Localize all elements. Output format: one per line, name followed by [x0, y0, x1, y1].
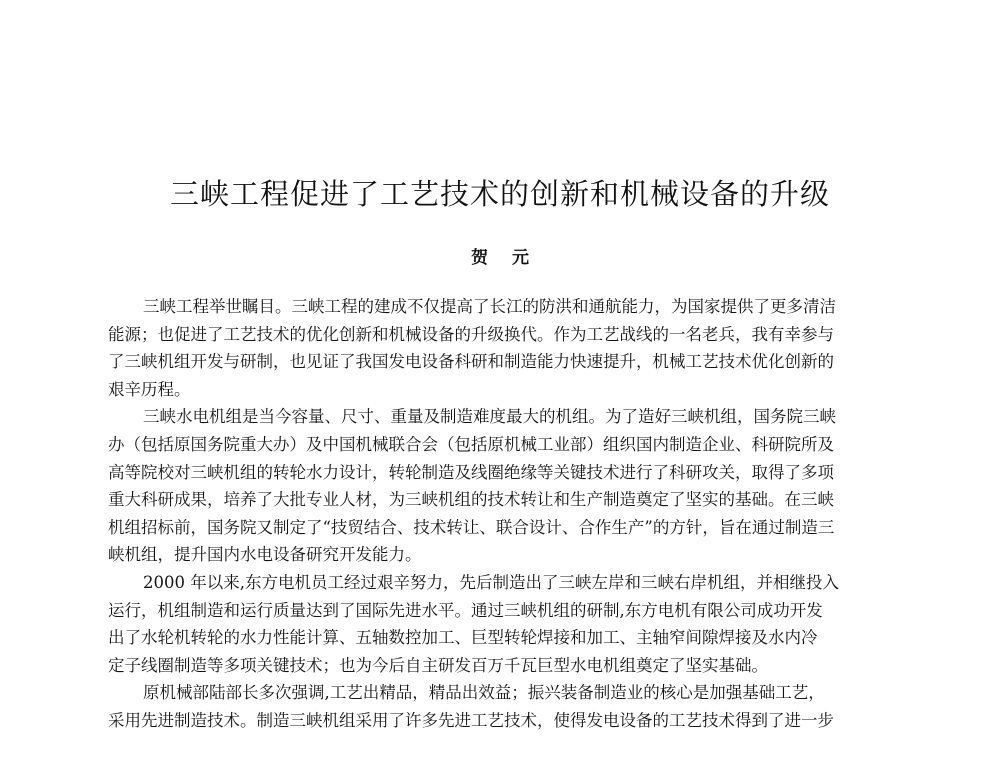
- paragraph-1-line-2: 能源；也促进了工艺技术的优化创新和机械设备的升级换代。作为工艺战线的一名老兵，我有幸参与: [108, 324, 834, 344]
- article-title: 三峡工程促进了工艺技术的创新和机械设备的升级: [169, 177, 830, 211]
- paragraph-1-line-1: 三峡工程举世瞩目。三峡工程的建成不仅提高了长江的防洪和通航能力，为国家提供了更多清洁: [143, 297, 836, 316]
- paragraph-2-line-4: 重大科研成果，培养了大批专业人材，为三峡机组的技术转让和生产制造奠定了坚实的基础。在三峡: [108, 490, 834, 510]
- paragraph-2-line-2: 办（包括原国务院重大办）及中国机械联合会（包括原机械工业部）组织国内制造企业、科研院所及: [108, 434, 834, 454]
- paragraph-1-line-4: 艰辛历程。: [108, 379, 191, 399]
- article-body: [108, 293, 890, 735]
- paragraph-2-line-5: 机组招标前，国务院又制定了“技贸结合、技术转让、联合设计、合作生产”的方针，旨在通过制造三: [108, 517, 835, 537]
- paragraph-3-line-2: 运行，机组制造和运行质量达到了国际先进水平。通过三峡机组的研制,东方电机有限公司成功开发: [108, 600, 823, 620]
- paragraph-3-line-3: 出了水轮机转轮的水力性能计算、五轴数控加工、巨型转轮焊接和加工、主轴窄间隙焊接及水内冷: [108, 628, 818, 648]
- paragraph-3-line-4: 定子线圈制造等多项关键技术；也为今后自主研发百万千瓦巨型水电机组奠定了坚实基础。: [108, 655, 768, 675]
- paragraph-4-line-1: 原机械部陆部长多次强调,工艺出精品，精品出效益；振兴装备制造业的核心是加强基础工艺，: [143, 683, 825, 703]
- author-name: 贺元: [471, 248, 553, 268]
- paragraph-2-line-6: 峡机组，提升国内水电设备研究开发能力。: [108, 545, 422, 565]
- paragraph-4-line-2: 采用先进制造技术。制造三峡机组采用了许多先进工艺技术，使得发电设备的工艺技术得到了进一步: [108, 710, 834, 730]
- paragraph-2-line-3: 高等院校对三峡机组的转轮水力设计，转轮制造及线圈绝缘等关键技术进行了科研攻关，取得了多项: [108, 462, 834, 482]
- paragraph-1-line-3: 了三峡机组开发与研制，也见证了我国发电设备科研和制造能力快速提升，机械工艺技术优化创新的: [108, 352, 834, 372]
- paragraph-2-line-1: 三峡水电机组是当今容量、尺寸、重量及制造难度最大的机组。为了造好三峡机组，国务院三峡: [143, 407, 836, 427]
- paragraph-3-line-1: 2000 年以来,东方电机员工经过艰辛努力，先后制造出了三峡左岸和三峡右岸机组，并相继投入: [143, 572, 839, 592]
